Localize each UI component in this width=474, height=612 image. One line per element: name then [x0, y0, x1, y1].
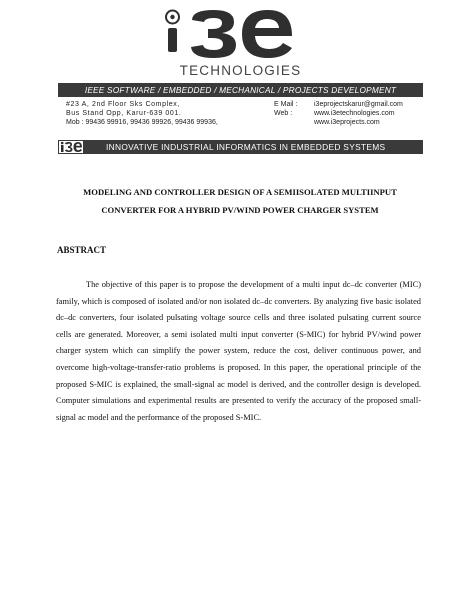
- company-tagline: TECHNOLOGIES: [179, 63, 302, 78]
- logo-graphic: [162, 6, 330, 62]
- web-label: Web :: [274, 109, 293, 117]
- abstract-body: The objective of this paper is to propose the development of a multi input dc–dc converter (MIC) family, which is composed of isolated and/or non isolated dc–dc converters. By analyzing five basic isolated dc–dc converters, four isolated pulsating voltage source cells and three isolated pulsating current source cells are generated. Moreover, a semi isolated multi input converter (S-MIC) for hybrid PV/wind power charger system which can simplify the power system, reduce the cost, deliver continuous power, and overcome high-voltage-transfer-ratio problems is proposed. In this paper, the operational principle of the proposed S-MIC is explained, the small-signal ac model is derived, and the controller design is developed. Computer simulations and experimental results are presented to verify the accuracy of the proposed small-signal ac model and the performance of the proposed S-MIC.: [56, 280, 421, 422]
- website-2: www.i3eprojects.com: [314, 118, 380, 126]
- i3e-logo: [58, 6, 423, 80]
- title-line-2: CONVERTER FOR A HYBRID PV/WIND POWER CHARGER SYSTEM: [101, 205, 379, 215]
- address-line-2: Bus Stand Opp, Karur-639 001.: [66, 109, 182, 117]
- contact-block: [58, 99, 423, 137]
- services-band: IEEE SOFTWARE / EMBEDDED / MECHANICAL / PROJECTS DEVELOPMENT: [58, 83, 423, 97]
- email-address: i3eprojectskarur@gmail.com: [314, 101, 403, 108]
- mobile-numbers: Mob : 99436 99916, 99436 99926, 99436 99936,: [66, 118, 218, 126]
- sun-rays-icon: [166, 11, 179, 24]
- slogan-band: [58, 140, 423, 154]
- slogan-text: INNOVATIVE INDUSTRIAL INFORMATICS IN EMBEDDED SYSTEMS: [106, 142, 386, 152]
- letterhead: [58, 6, 423, 159]
- address-block: [66, 101, 218, 127]
- website-1: www.i3etechnologies.com: [314, 109, 395, 117]
- paper-title: [50, 183, 430, 219]
- email-label: E Mail :: [274, 101, 298, 108]
- address-line-1: #23 A, 2nd Floor Sks Complex,: [66, 101, 180, 108]
- title-line-1: MODELING AND CONTROLLER DESIGN OF A SEMIISOLATED MULTIINPUT: [83, 187, 397, 197]
- mini-logo: [59, 141, 83, 153]
- online-contact: [274, 101, 403, 127]
- abstract-heading: ABSTRACT: [57, 245, 107, 255]
